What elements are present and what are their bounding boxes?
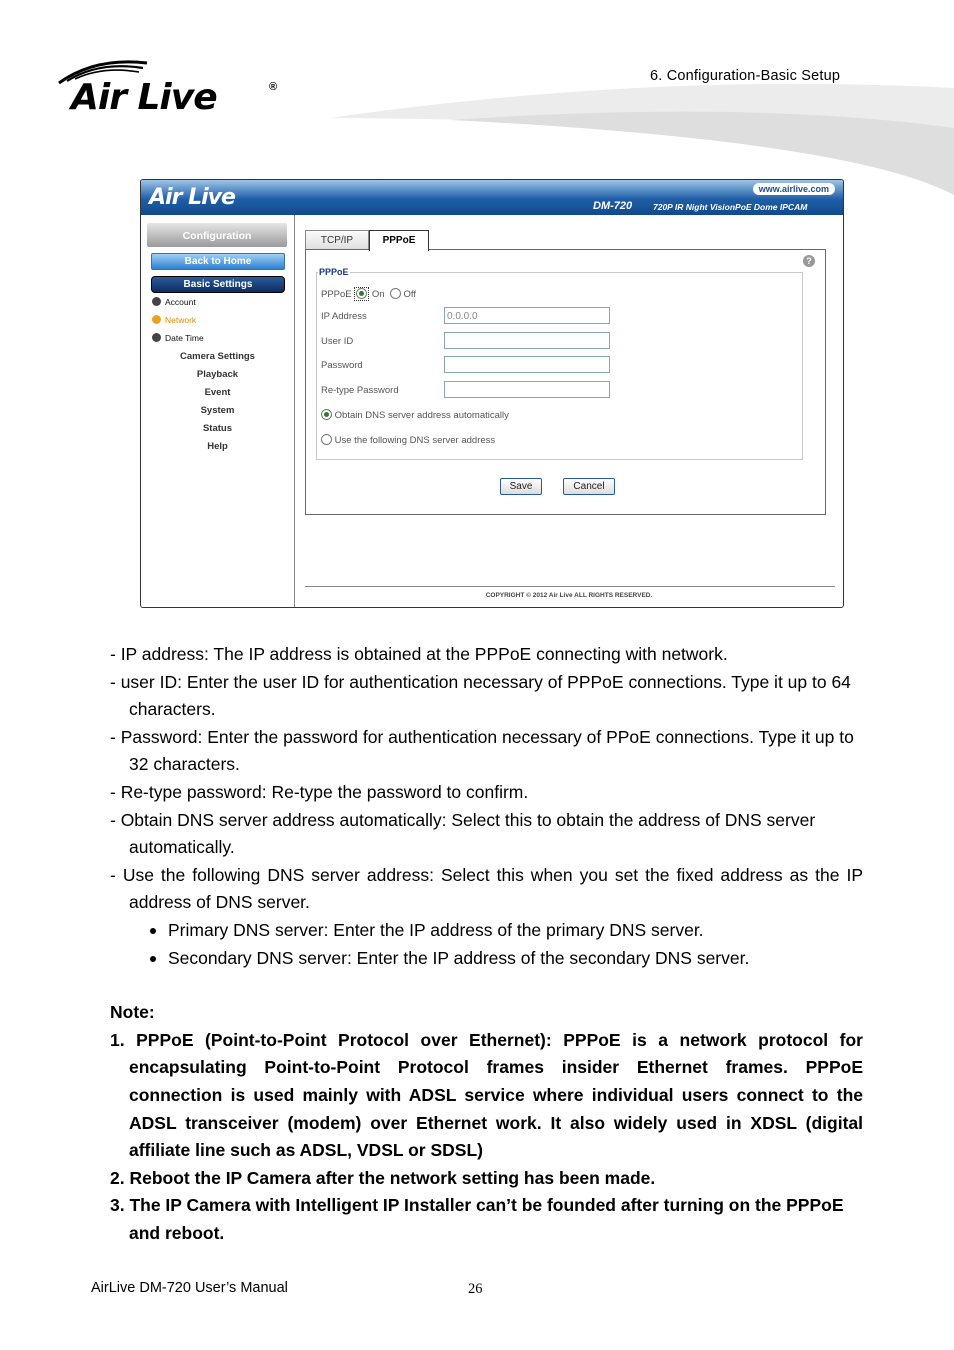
arrow-bullet-icon bbox=[152, 315, 161, 324]
dns-manual-label: Use the following DNS server address bbox=[334, 435, 496, 446]
pppoe-panel bbox=[305, 249, 826, 515]
sidebar-link-event[interactable]: Event bbox=[204, 387, 231, 398]
registered-mark: ® bbox=[269, 81, 278, 93]
dns-auto-option[interactable] bbox=[321, 409, 509, 421]
save-button[interactable]: Save bbox=[500, 478, 542, 495]
sidebar-item-account[interactable]: Account bbox=[152, 297, 196, 307]
pppoe-label: PPPoE bbox=[321, 289, 352, 300]
pppoe-on-label: On bbox=[371, 289, 385, 300]
footer-manual-title: AirLive DM-720 User’s Manual bbox=[91, 1280, 288, 1296]
bullet-dot-icon bbox=[150, 956, 156, 962]
pppoe-off-label: Off bbox=[403, 289, 417, 300]
ip-address-label: IP Address bbox=[321, 311, 367, 322]
model-name: DM-720 bbox=[593, 200, 633, 212]
camera-config-screenshot bbox=[140, 179, 844, 608]
retype-password-label: Re-type Password bbox=[321, 385, 399, 396]
dns-auto-label: Obtain DNS server address automatically bbox=[334, 410, 509, 421]
arrow-bullet-icon bbox=[152, 333, 161, 342]
retype-password-field[interactable] bbox=[444, 381, 610, 398]
sidebar-item-network[interactable]: Network bbox=[152, 315, 196, 325]
airlive-logo bbox=[55, 55, 295, 125]
sidebar-heading: Configuration bbox=[147, 223, 287, 247]
sidebar-link-camera-settings[interactable]: Camera Settings bbox=[180, 351, 255, 362]
dns-manual-option[interactable] bbox=[321, 434, 495, 446]
password-field[interactable] bbox=[444, 356, 610, 373]
user-id-field[interactable] bbox=[444, 332, 610, 349]
brand-name: Air Live bbox=[71, 77, 217, 118]
airlive-url-link[interactable]: www.airlive.com bbox=[753, 183, 835, 195]
basic-settings-button[interactable]: Basic Settings bbox=[151, 276, 285, 293]
body-text bbox=[110, 641, 863, 1247]
header-swoosh-graphic bbox=[330, 80, 954, 195]
pppoe-toggle-row bbox=[321, 287, 416, 301]
bullet-secondary-dns: Secondary DNS server: Enter the IP address of the secondary DNS server. bbox=[110, 945, 863, 973]
fieldset-legend: PPPoE bbox=[319, 267, 349, 277]
section-title: 6. Configuration-Basic Setup bbox=[650, 68, 841, 84]
screenshot-header-bar bbox=[141, 180, 843, 215]
help-icon[interactable]: ? bbox=[803, 255, 815, 267]
note-item-1: 1. PPPoE (Point-to-Point Protocol over Ethernet): PPPoE is a network protocol for encapsulating Point-to-Point Protocol frames insider Ethernet frames. PPPoE connection is used mainly with ADSL service where individual users connect to the ADSL transceiver (modem) over Ethernet work. It also widely used in XDSL (digital affiliate line such as ADSL, VDSL or SDSL) bbox=[110, 1029, 863, 1161]
config-sidebar bbox=[141, 215, 295, 607]
pppoe-on-option[interactable] bbox=[354, 287, 369, 301]
desc-retype-password: - Re-type password: Re-type the password to confirm. bbox=[110, 781, 529, 802]
ip-address-field[interactable]: 0.0.0.0 bbox=[444, 307, 610, 324]
tab-pppoe[interactable]: PPPoE bbox=[369, 230, 429, 251]
desc-dns-manual: - Use the following DNS server address: Select this when you set the fixed address as the IP address of DNS server. bbox=[110, 864, 863, 913]
password-label: Password bbox=[321, 360, 363, 371]
radio-dns-manual-icon[interactable] bbox=[321, 434, 332, 445]
back-to-home-button[interactable]: Back to Home bbox=[151, 253, 285, 270]
desc-dns-auto: - Obtain DNS server address automatically: Select this to obtain the address of DNS server automatically. bbox=[110, 809, 816, 858]
bullet-dot-icon bbox=[150, 928, 156, 934]
sidebar-link-system[interactable]: System bbox=[200, 405, 235, 416]
tab-tcp-ip[interactable]: TCP/IP bbox=[305, 230, 369, 250]
model-description: 720P IR Night VisionPoE Dome IPCAM bbox=[653, 202, 808, 212]
arrow-bullet-icon bbox=[152, 297, 161, 306]
page-number: 26 bbox=[468, 1281, 483, 1297]
sidebar-link-status[interactable]: Status bbox=[202, 423, 233, 434]
cancel-button[interactable]: Cancel bbox=[563, 478, 615, 495]
sidebar-item-date-time[interactable]: Date Time bbox=[152, 333, 204, 343]
bullet-primary-dns: Primary DNS server: Enter the IP address of the primary DNS server. bbox=[110, 917, 863, 945]
radio-dns-auto-icon[interactable] bbox=[321, 409, 332, 420]
radio-off-icon[interactable] bbox=[390, 288, 401, 299]
desc-user-id: - user ID: Enter the user ID for authentication necessary of PPPoE connections. Type it up to 64 characters. bbox=[110, 671, 851, 720]
sidebar-link-help[interactable]: Help bbox=[207, 441, 228, 452]
config-main-area bbox=[295, 215, 843, 607]
sidebar-link-playback[interactable]: Playback bbox=[196, 369, 239, 380]
user-id-label: User ID bbox=[321, 336, 354, 347]
desc-ip-address: - IP address: The IP address is obtained at the PPPoE connecting with network. bbox=[110, 644, 728, 664]
copyright-text: COPYRIGHT © 2012 Air Live ALL RIGHTS RESERVED. bbox=[485, 592, 653, 599]
screenshot-logo: Air Live bbox=[149, 185, 235, 210]
footer-divider bbox=[305, 586, 835, 587]
radio-on-icon[interactable] bbox=[356, 288, 367, 299]
note-item-3: 3. The IP Camera with Intelligent IP Installer can’t be founded after turning on the PPPoE and reboot. bbox=[110, 1195, 844, 1243]
note-item-2: 2. Reboot the IP Camera after the network setting has been made. bbox=[110, 1167, 656, 1188]
note-title: Note: bbox=[110, 1002, 155, 1023]
desc-password: - Password: Enter the password for authentication necessary of PPoE connections. Type it up to 32 characters. bbox=[110, 726, 854, 775]
